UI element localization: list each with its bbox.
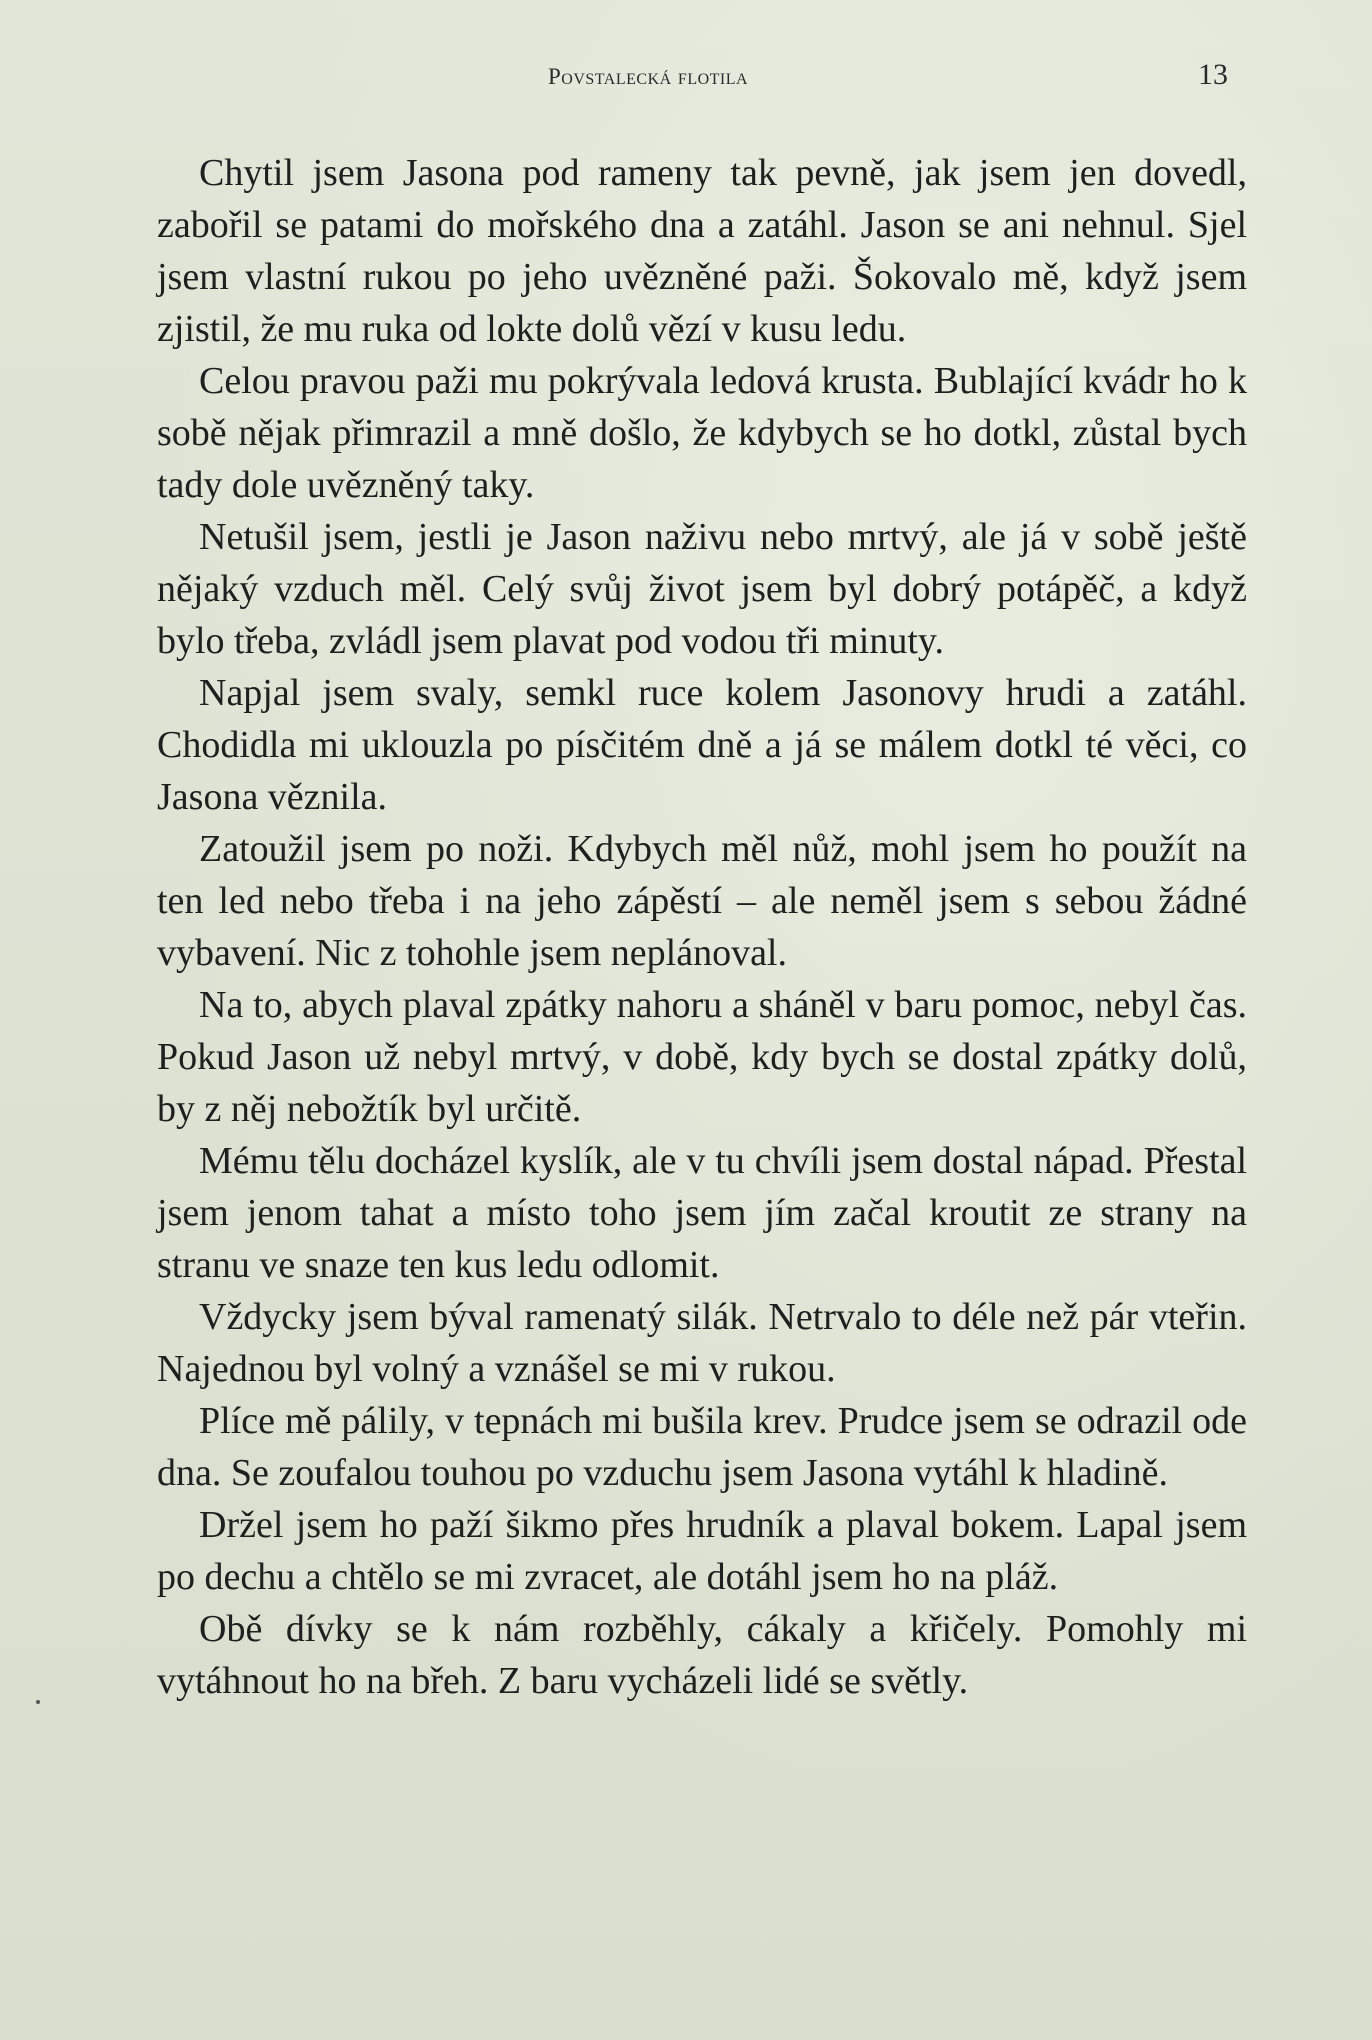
paragraph: Zatoužil jsem po noži. Kdybych měl nůž, mohl jsem ho použít na ten led nebo třeba i na jeho zápěstí – ale neměl jsem s sebou žádné vybavení. Nic z tohohle jsem neplánoval. [157, 828, 1247, 974]
running-head [0, 58, 1372, 98]
body-text [157, 147, 1247, 1707]
paragraph: Vždycky jsem býval ramenatý silák. Netrvalo to déle než pár vteřin. Najednou byl volný a vznášel se mi v rukou. [157, 1296, 1247, 1390]
paragraph: Chytil jsem Jasona pod rameny tak pevně, jak jsem jen dovedl, zabořil se patami do mořského dna a zatáhl. Jason se ani nehnul. Sjel jsem vlastní rukou po jeho uvězněné paži. Šokovalo mě, když jsem zjistil, že mu ruka od lokte dolů vězí v kusu ledu. [157, 152, 1247, 350]
page-number: 13 [1198, 58, 1228, 91]
paragraph: Na to, abych plaval zpátky nahoru a sháněl v baru pomoc, nebyl čas. Pokud Jason už nebyl mrtvý, v době, kdy bych se dostal zpátky dolů, by z něj nebožtík byl určitě. [157, 984, 1247, 1130]
paragraph: Obě dívky se k nám rozběhly, cákaly a křičely. Pomohly mi vytáhnout ho na břeh. Z baru vycházeli lidé se světly. [157, 1608, 1247, 1702]
paragraph: Držel jsem ho paží šikmo přes hrudník a plaval bokem. Lapal jsem po dechu a chtělo se mi zvracet, ale dotáhl jsem ho na pláž. [157, 1504, 1247, 1598]
paragraph: Celou pravou paži mu pokrývala ledová krusta. Bublající kvádr ho k sobě nějak přimrazil a mně došlo, že kdybych se ho dotkl, zůstal bych tady dole uvězněný taky. [157, 360, 1247, 506]
paragraph: Netušil jsem, jestli je Jason naživu nebo mrtvý, ale já v sobě ještě nějaký vzduch měl. Celý svůj život jsem byl dobrý potápěč, a když bylo třeba, zvládl jsem plavat pod vodou tři minuty. [157, 516, 1247, 662]
paragraph: Plíce mě pálily, v tepnách mi bušila krev. Prudce jsem se odrazil ode dna. Se zoufalou touhou po vzduchu jsem Jasona vytáhl k hladině. [157, 1400, 1247, 1494]
running-title: Povstalecká flotila [548, 64, 749, 89]
paragraph: Mému tělu docházel kyslík, ale v tu chvíli jsem dostal nápad. Přestal jsem jenom tahat a místo toho jsem jím začal kroutit ze strany na stranu ve snaze ten kus ledu odlomit. [157, 1140, 1247, 1286]
paper-speck [36, 1700, 40, 1704]
paragraph: Napjal jsem svaly, semkl ruce kolem Jasonovy hrudi a zatáhl. Chodidla mi uklouzla po písčitém dně a já se málem dotkl té věci, co Jasona věznila. [157, 672, 1247, 818]
